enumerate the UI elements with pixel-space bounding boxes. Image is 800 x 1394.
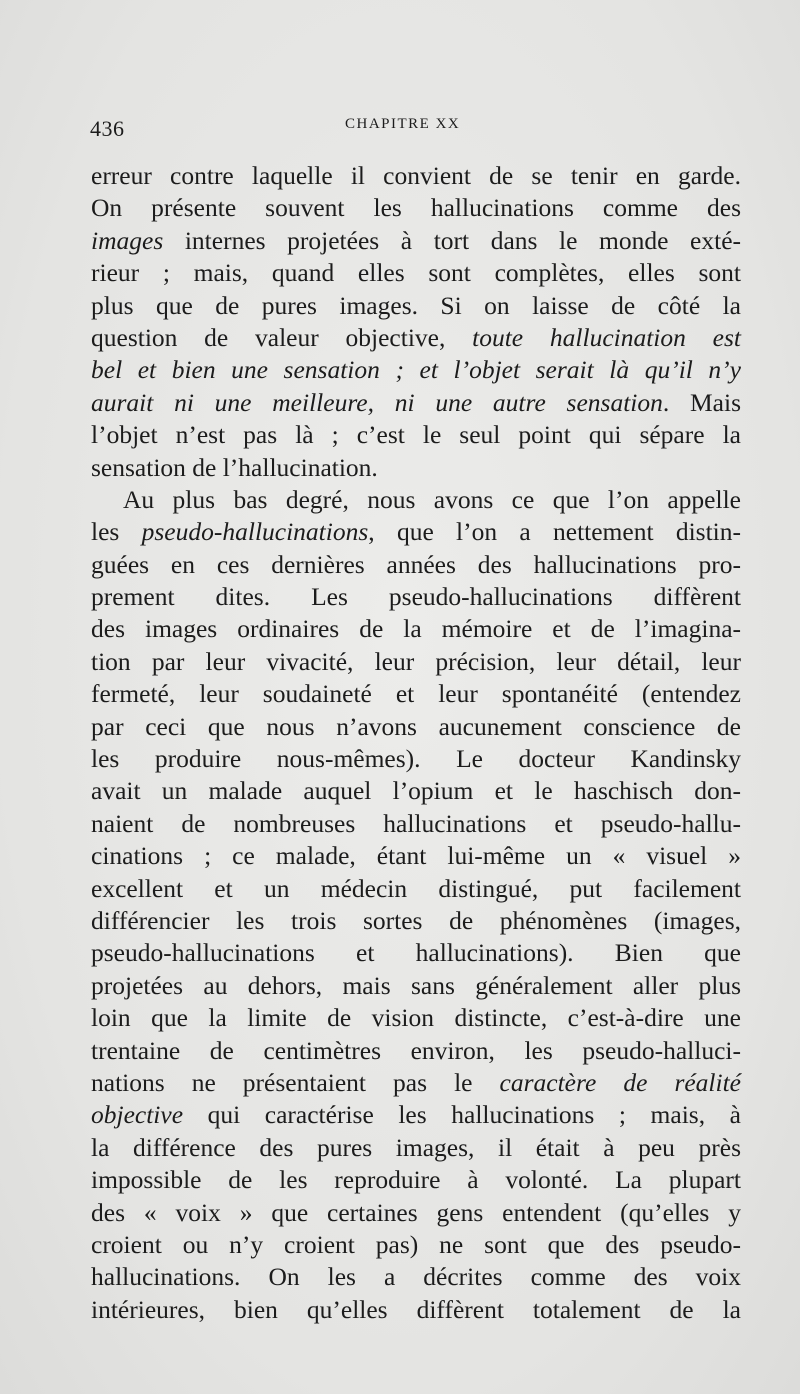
text-segment: . Mais — [662, 387, 742, 417]
text-line — [91, 1067, 741, 1099]
text-line — [91, 1261, 741, 1293]
text-line — [91, 775, 741, 807]
text-segment: fermeté, leur soudaineté et leur spontanéité (entendez — [91, 679, 741, 709]
text-segment: tion par leur vivacité, leur précision, leur détail, leur — [91, 646, 741, 676]
page-number: 436 — [90, 116, 125, 141]
text-line — [91, 160, 741, 192]
text-line — [91, 387, 741, 419]
text-segment: cinations ; ce malade, étant lui-même un « visuel » — [91, 841, 741, 871]
italic-text: objective — [91, 1100, 184, 1130]
text-line — [91, 452, 741, 484]
text-line — [91, 1099, 741, 1131]
text-segment: les produire nous-mêmes). Le docteur Kandinsky — [91, 744, 741, 774]
body-text — [91, 160, 741, 1326]
text-line — [91, 711, 741, 743]
text-line — [91, 646, 741, 678]
text-segment: des images ordinaires de la mémoire et de l’imagina- — [91, 614, 741, 644]
text-line — [91, 937, 741, 969]
text-segment: prement dites. Les pseudo-hallucinations diffèrent — [91, 582, 741, 612]
text-segment: qui caractérise les hallucinations ; mais, à — [183, 1100, 741, 1130]
text-segment: projetées au dehors, mais sans généralement aller plus — [91, 970, 741, 1000]
text-line — [91, 290, 741, 322]
text-segment: nations ne présentaient pas le — [91, 1067, 500, 1097]
text-line — [91, 970, 741, 1002]
text-segment: internes projetées à tort dans le monde exté- — [163, 225, 741, 255]
text-segment: trentaine de centimètres environ, les pseudo-halluci- — [91, 1035, 741, 1065]
text-line — [91, 905, 741, 937]
text-segment: plus que de pures images. Si on laisse de côté la — [91, 290, 741, 320]
italic-text: images — [91, 225, 164, 255]
text-segment: guées en ces dernières années des hallucinations pro- — [91, 549, 741, 579]
text-segment: différencier les trois sortes de phénomènes (images, — [91, 905, 741, 935]
text-segment: excellent et un médecin distingué, put facilement — [91, 873, 741, 903]
text-segment: sensation de l’hallucination. — [91, 452, 378, 482]
italic-text: pseudo-hallucinations — [141, 517, 369, 547]
text-line — [91, 873, 741, 905]
italic-text: aurait ni une meilleure, ni une autre sensation — [91, 387, 663, 417]
text-segment: l’objet n’est pas là ; c’est le seul point qui sépare la — [91, 420, 741, 450]
text-line — [91, 1132, 741, 1164]
text-segment: On présente souvent les hallucinations comme des — [91, 193, 741, 223]
text-line — [91, 840, 741, 872]
text-segment: les — [91, 517, 142, 547]
text-segment: croient ou n’y croient pas) ne sont que des pseudo- — [91, 1229, 741, 1259]
text-segment: pseudo-hallucinations et hallucinations). Bien que — [91, 938, 741, 968]
text-line — [91, 516, 741, 548]
text-segment: la différence des pures images, il était à peu près — [91, 1132, 741, 1162]
text-segment: des « voix » que certaines gens entendent (qu’elles y — [91, 1197, 741, 1227]
text-line — [91, 354, 741, 386]
text-segment: naient de nombreuses hallucinations et pseudo-hallu- — [91, 808, 741, 838]
text-line — [91, 743, 741, 775]
text-line — [91, 1002, 741, 1034]
text-segment: erreur contre laquelle il convient de se tenir en garde. — [91, 161, 741, 190]
text-segment: rieur ; mais, quand elles sont complètes, elles sont — [91, 258, 741, 288]
text-line — [91, 192, 741, 224]
text-line — [91, 1035, 741, 1067]
text-segment: par ceci que nous n’avons aucunement conscience de — [91, 711, 741, 741]
italic-text: caractère de réalité — [499, 1067, 742, 1097]
text-line — [91, 1164, 741, 1196]
text-segment: intérieures, bien qu’elles diffèrent totalement de la — [91, 1294, 741, 1324]
text-line — [91, 225, 741, 257]
italic-text: bel et bien une sensation ; et l’objet serait là qu’il n’y — [91, 355, 741, 385]
text-segment: Au plus bas degré, nous avons ce que l’on appelle — [123, 484, 741, 514]
text-segment: question de valeur objective, — [91, 322, 473, 352]
text-line — [91, 581, 741, 613]
text-line — [91, 808, 741, 840]
text-line — [91, 257, 741, 289]
text-segment: hallucinations. On les a décrites comme des voix — [91, 1262, 741, 1292]
text-line — [91, 484, 741, 516]
running-head — [90, 112, 740, 142]
text-line — [91, 1197, 741, 1229]
text-line — [91, 1229, 741, 1261]
text-segment: loin que la limite de vision distincte, c’est-à-dire une — [91, 1003, 741, 1033]
text-line — [91, 613, 741, 645]
text-segment: , que l’on a nettement distin- — [368, 517, 742, 547]
text-line — [91, 1294, 741, 1326]
text-line — [91, 678, 741, 710]
text-segment: avait un malade auquel l’opium et le haschisch don- — [91, 776, 741, 806]
italic-text: toute hallucination est — [472, 322, 741, 352]
text-line — [91, 419, 741, 451]
chapter-title: CHAPITRE XX — [345, 116, 461, 132]
text-line — [91, 322, 741, 354]
text-line — [91, 549, 741, 581]
text-segment: impossible de les reproduire à volonté. La plupart — [91, 1165, 741, 1195]
